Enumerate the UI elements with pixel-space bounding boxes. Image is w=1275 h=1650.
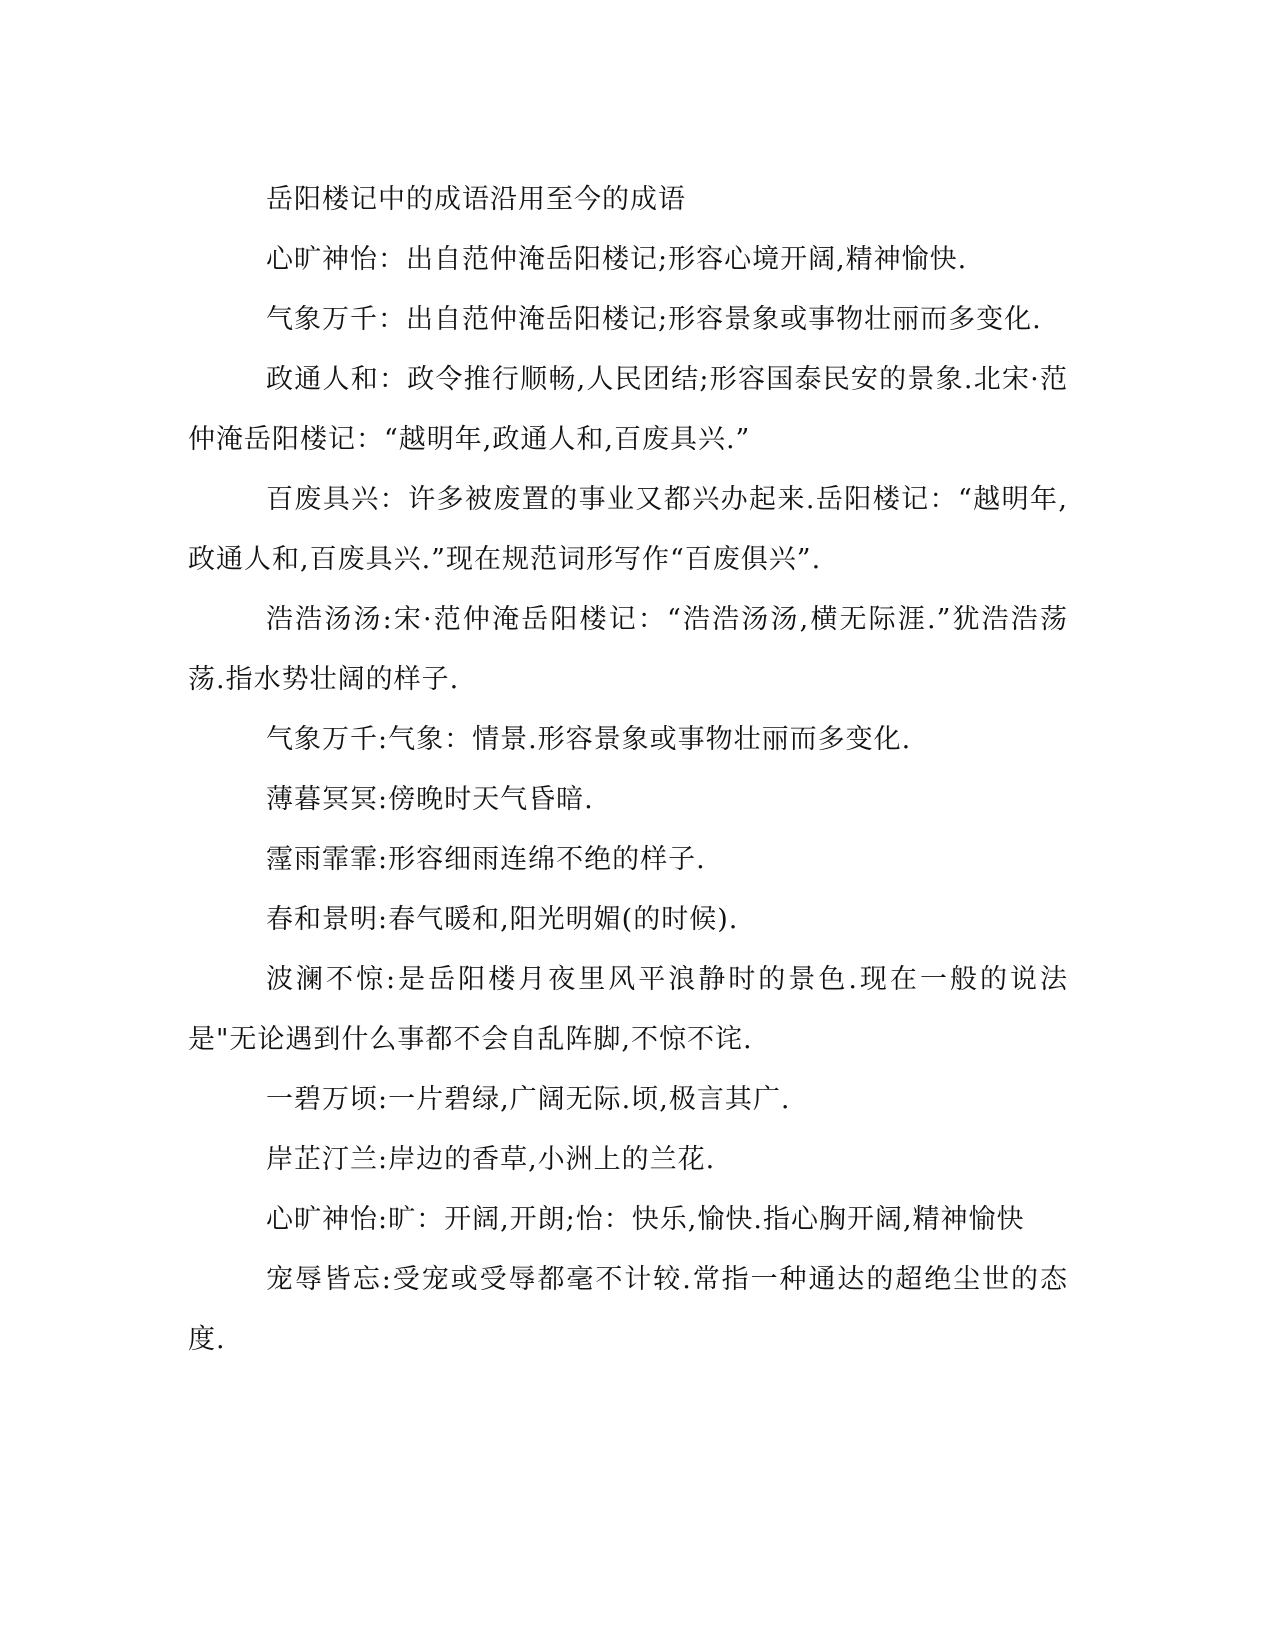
paragraph: 心旷神怡：出自范仲淹岳阳楼记;形容心境开阔,精神愉快. bbox=[266, 244, 968, 275]
paragraph: 薄暮冥冥:傍晚时天气昏暗. bbox=[266, 784, 594, 815]
paragraph: 波澜不惊:是岳阳楼月夜里风平浪静时的景色.现在一般的说法是"无论遇到什么事都不会自乱阵脚,不惊不诧. bbox=[188, 964, 1068, 1055]
paragraph: 浩浩汤汤:宋·范仲淹岳阳楼记：“浩浩汤汤,横无际涯.”犹浩浩荡荡.指水势壮阔的样子. bbox=[188, 604, 1068, 695]
paragraph: 心旷神怡:旷：开阔,开朗;怡：快乐,愉快.指心胸开阔,精神愉快 bbox=[266, 1204, 1025, 1235]
paragraph: 百废具兴：许多被废置的事业又都兴办起来.岳阳楼记：“越明年,政通人和,百废具兴.”现在规范词形写作“百废俱兴”. bbox=[188, 484, 1068, 575]
paragraph: 气象万千：出自范仲淹岳阳楼记;形容景象或事物壮丽而多变化. bbox=[266, 304, 1042, 335]
paragraph: 政通人和：政令推行顺畅,人民团结;形容国泰民安的景象.北宋·范仲淹岳阳楼记：“越明年,政通人和,百废具兴.” bbox=[188, 364, 1068, 455]
paragraph: 一碧万顷:一片碧绿,广阔无际.顷,极言其广. bbox=[266, 1084, 791, 1115]
paragraph: 春和景明:春气暖和,阳光明媚(的时候). bbox=[266, 904, 739, 935]
document-body bbox=[188, 170, 1068, 1370]
paragraph: 岸芷汀兰:岸边的香草,小洲上的兰花. bbox=[266, 1144, 716, 1175]
document-title: 岳阳楼记中的成语沿用至今的成语 bbox=[266, 184, 686, 215]
paragraph: 霪雨霏霏:形容细雨连绵不绝的样子. bbox=[266, 844, 706, 875]
paragraph: 气象万千:气象：情景.形容景象或事物壮丽而多变化. bbox=[266, 724, 912, 755]
paragraph: 宠辱皆忘:受宠或受辱都毫不计较.常指一种通达的超绝尘世的态度. bbox=[188, 1264, 1068, 1355]
